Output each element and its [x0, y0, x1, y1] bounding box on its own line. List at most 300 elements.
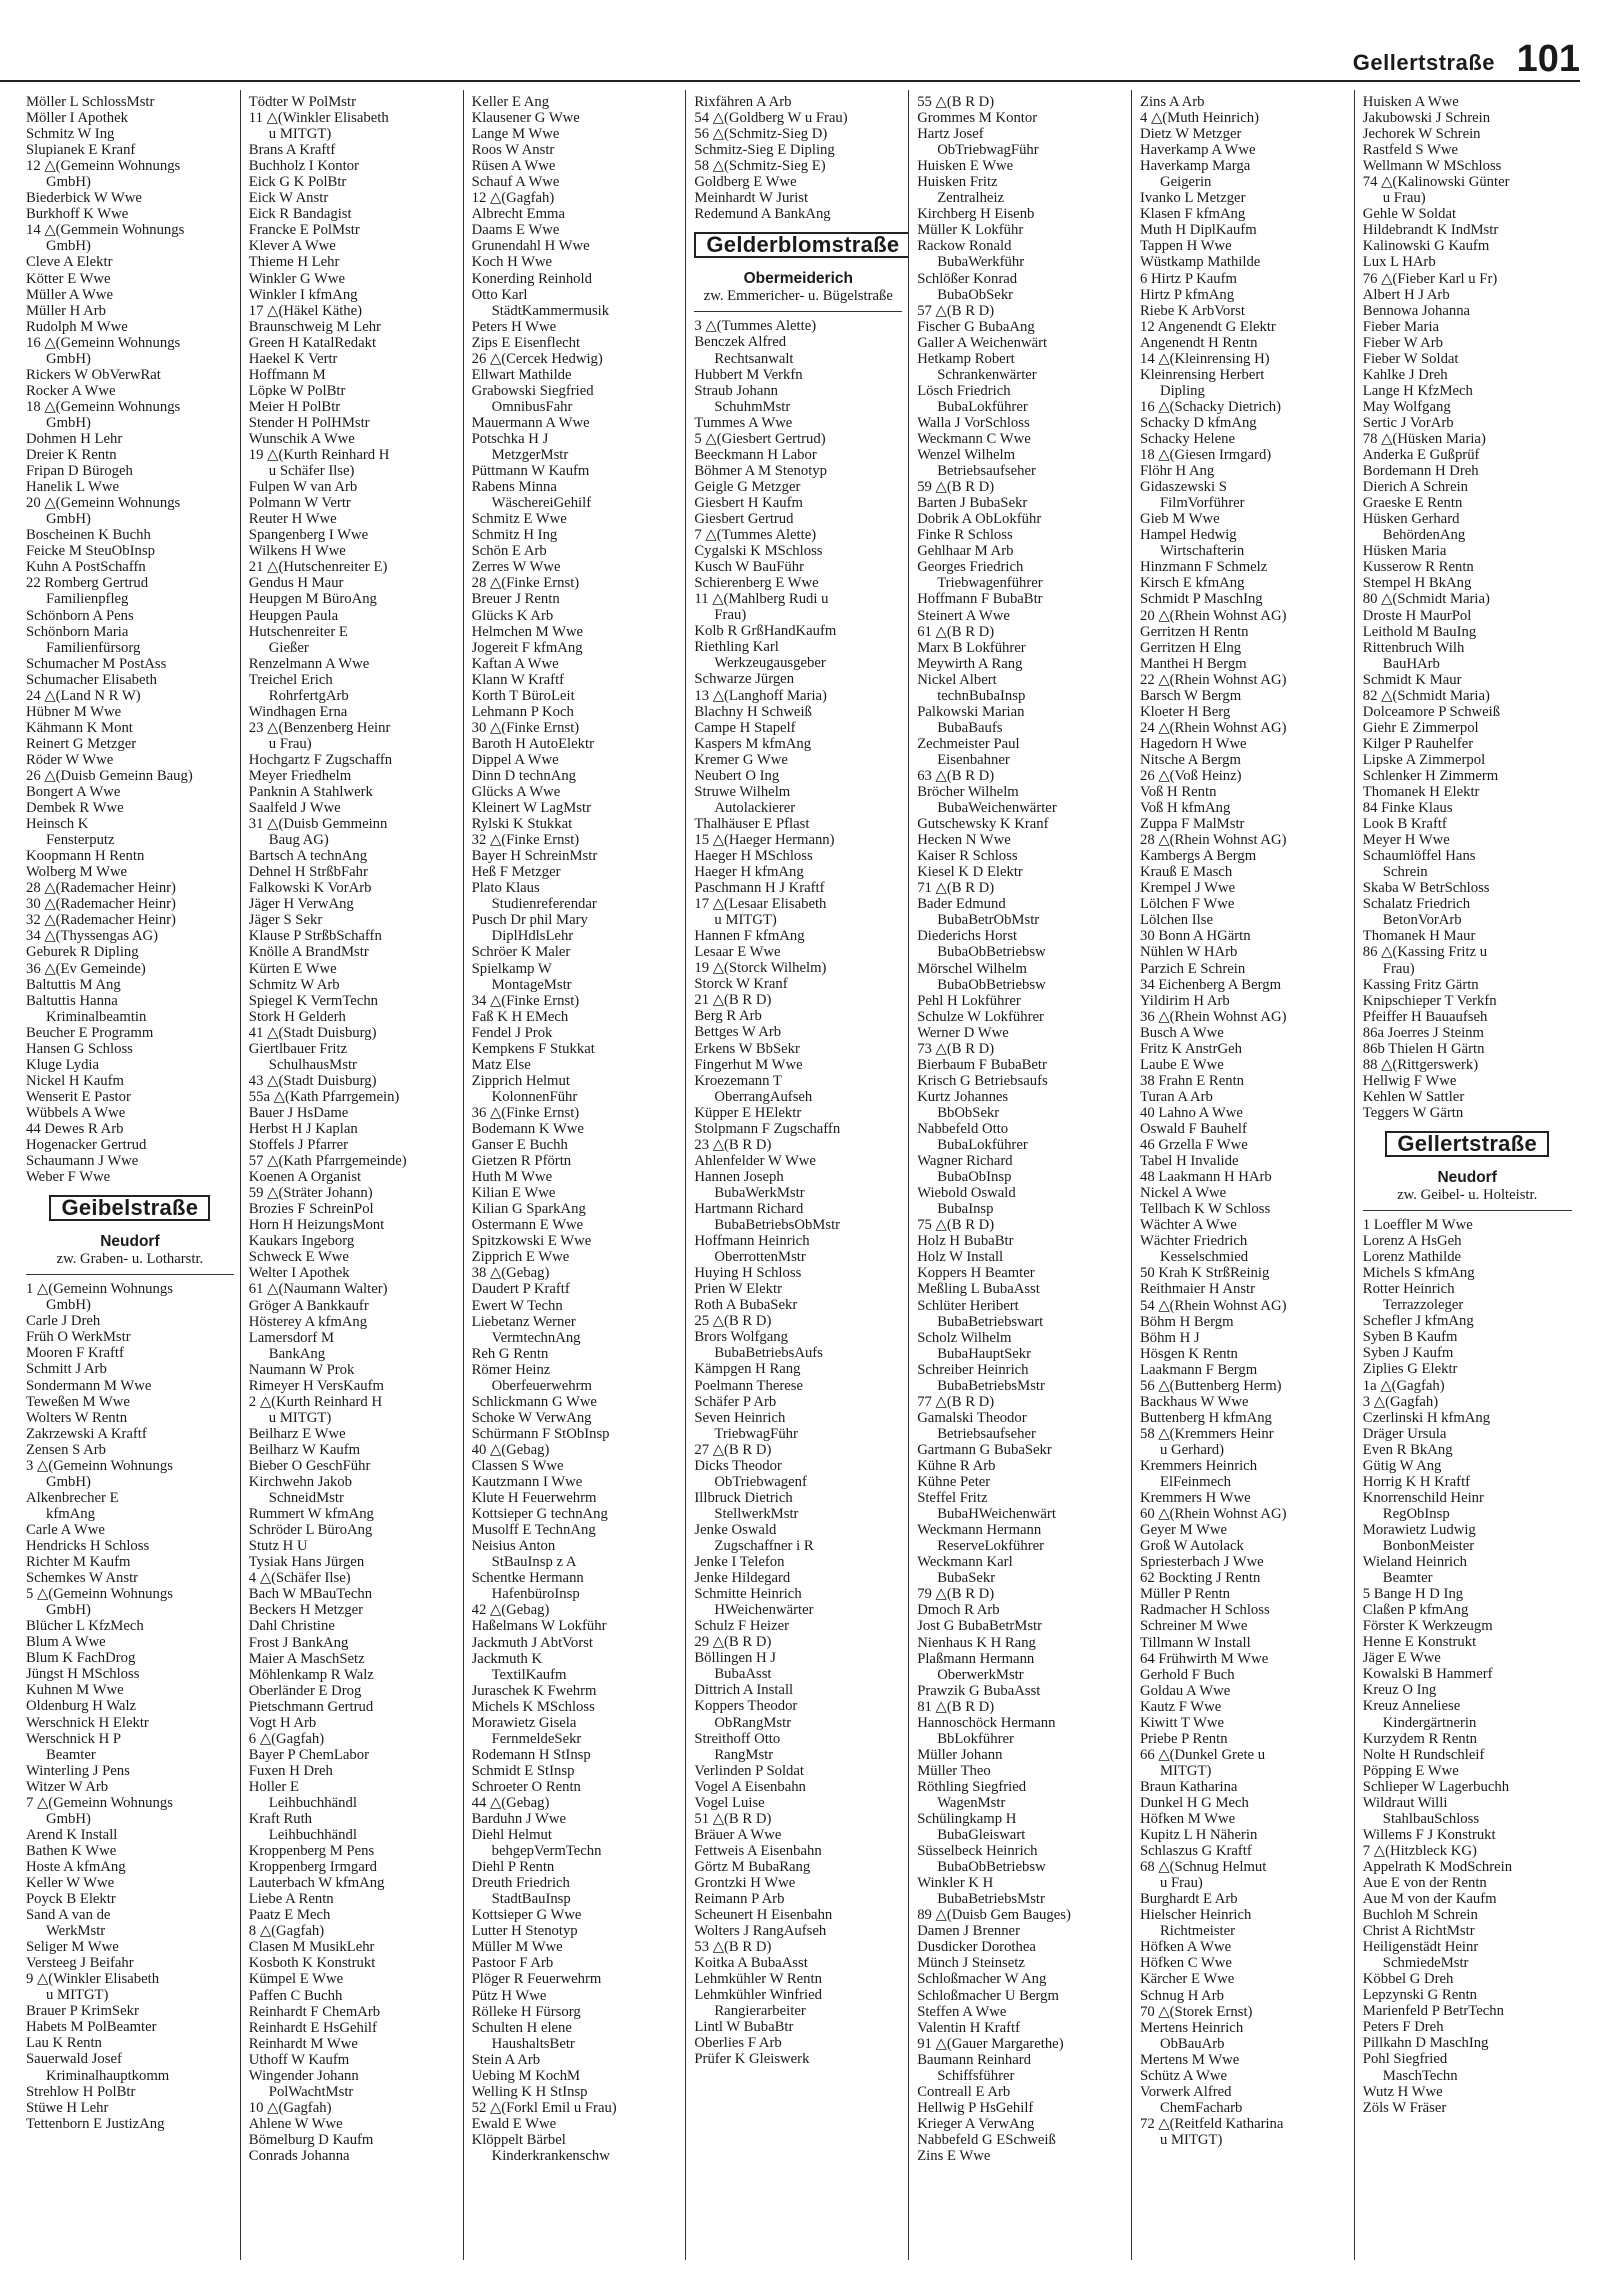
directory-entry: Kottsieper G Wwe — [471, 1907, 582, 1924]
directory-entry: Syben B Kaufm — [1362, 1329, 1458, 1346]
directory-entry: Panknin A Stahlwerk — [248, 784, 373, 801]
directory-entry: Claßen P kfmAng — [1362, 1602, 1469, 1619]
directory-entry: 12 △(Gemeinn Wohnungs — [26, 158, 181, 175]
directory-entry: Dohmen H Lehr — [26, 430, 123, 447]
directory-entry: Rölleke H Fürsorg — [471, 2003, 581, 2020]
directory-entry: Familienpfleg — [46, 591, 129, 608]
directory-entry: ChemFacharb — [1159, 2099, 1243, 2116]
directory-entry: Pastoor F Arb — [471, 1955, 554, 1972]
directory-entry: Köbbel G Dreh — [1362, 1971, 1454, 1988]
directory-entry: Fieber W Arb — [1362, 334, 1444, 351]
directory-entry: Michels K MSchloss — [471, 1698, 595, 1715]
directory-entry: Schumacher Elisabeth — [26, 671, 157, 688]
directory-entry: BubaLokführer — [937, 1137, 1028, 1154]
directory-entry: Gerritzen H Rentn — [1139, 623, 1249, 640]
directory-entry: 86b Thielen H Gärtn — [1362, 1040, 1485, 1057]
directory-entry: Gutschewsky K Kranf — [917, 816, 1049, 833]
directory-entry: Gidaszewski S — [1139, 479, 1227, 496]
directory-entry: StädtKammermusik — [491, 302, 610, 319]
directory-entry: Krisch G Betriebsaufs — [917, 1072, 1048, 1089]
directory-entry: Röder W Wwe — [26, 751, 114, 768]
directory-entry: Gerhold F Buch — [1139, 1666, 1235, 1683]
directory-entry: Schacky D kfmAng — [1139, 414, 1257, 431]
directory-entry: Fuxen H Dreh — [248, 1762, 333, 1779]
directory-column — [18, 90, 241, 2260]
directory-entry: Oberfeuerwehrm — [491, 1377, 592, 1394]
directory-entry: Kaftan A Wwe — [471, 655, 559, 672]
directory-entry: 34 △(Finke Ernst) — [471, 992, 580, 1009]
directory-entry: Priebe P Rentn — [1139, 1730, 1228, 1747]
directory-entry: Gamalski Theodor — [917, 1409, 1027, 1426]
directory-entry: BubaLokführer — [937, 398, 1028, 415]
directory-entry: Eick W Anstr — [248, 190, 329, 207]
directory-entry: Brozies F SchreinPol — [248, 1201, 374, 1218]
directory-entry: Oberländer E Drog — [248, 1682, 362, 1699]
directory-entry: BubaObBetriebsw — [937, 944, 1046, 961]
directory-entry: Schaumann J Wwe — [26, 1153, 139, 1170]
directory-entry: Haverkamp A Wwe — [1139, 142, 1256, 159]
directory-entry: Korth T BüroLeit — [471, 687, 575, 704]
directory-entry: Kurzydem R Rentn — [1362, 1730, 1477, 1747]
directory-entry: Koenen A Organist — [248, 1169, 362, 1186]
directory-entry: 79 △(B R D) — [917, 1586, 995, 1603]
directory-entry: Bodemann K Wwe — [471, 1121, 584, 1137]
directory-entry: Dmoch R Arb — [917, 1602, 1000, 1619]
directory-entry: Eick R Bandagist — [248, 206, 352, 223]
directory-entry: Feicke M SteuObInsp — [26, 543, 155, 560]
directory-entry: Schröer K Maler — [471, 944, 571, 961]
directory-entry: Wenzel Wilhelm — [917, 447, 1016, 464]
directory-entry: Kraft Ruth — [248, 1811, 313, 1828]
directory-entry: Lange M Wwe — [471, 126, 560, 143]
directory-entry: Wellmann W MSchloss — [1362, 158, 1502, 175]
directory-entry: Kremer G Wwe — [694, 751, 788, 768]
directory-entry: Geigle G Metzger — [694, 478, 801, 495]
directory-entry: Autolackierer — [714, 799, 796, 816]
directory-entry: Nickel A Wwe — [1139, 1185, 1227, 1202]
directory-entry: Kaiser R Schloss — [917, 848, 1018, 865]
directory-entry: 17 △(Lesaar Elisabeth — [694, 896, 827, 913]
directory-entry: Sertic J VorArb — [1362, 414, 1454, 431]
directory-entry: Wildraut Willi — [1362, 1794, 1448, 1811]
directory-entry: 42 △(Gebag) — [471, 1602, 550, 1619]
directory-entry: 30 △(Finke Ernst) — [471, 719, 580, 736]
directory-entry: Zipprich Helmut — [471, 1072, 570, 1089]
directory-entry: Kremmers Heinrich — [1139, 1457, 1258, 1474]
directory-entry: 77 △(B R D) — [917, 1393, 995, 1410]
directory-entry: Hetkamp Robert — [917, 350, 1015, 367]
directory-entry: Gendus H Maur — [248, 575, 344, 592]
directory-entry: Geyer M Wwe — [1139, 1522, 1227, 1539]
directory-entry: Carle A Wwe — [26, 1521, 105, 1538]
directory-entry: BubaSekr — [937, 1570, 996, 1587]
directory-entry: Kürten E Wwe — [248, 960, 337, 977]
directory-entry: Tummes A Wwe — [694, 414, 793, 431]
directory-entry: Lösch Friedrich — [917, 382, 1011, 399]
directory-entry: BubaBetriebsMstr — [937, 1377, 1045, 1394]
directory-entry: 84 Finke Klaus — [1362, 800, 1453, 817]
directory-entry: 1a △(Gagfah) — [1362, 1377, 1445, 1394]
directory-entry: Berg R Arb — [694, 1008, 762, 1025]
directory-entry: GmbH) — [46, 1473, 91, 1490]
directory-entry: Schreiber Heinrich — [917, 1361, 1029, 1378]
directory-entry: Pietschmann Gertrud — [248, 1698, 374, 1715]
directory-entry: Koopmann H Rentn — [26, 848, 145, 865]
directory-entry: Riethling Karl — [694, 639, 779, 656]
directory-entry: Droste H MaurPol — [1362, 607, 1472, 624]
directory-entry: Schreiner M Wwe — [1139, 1618, 1248, 1635]
directory-entry: Even R BkAng — [1362, 1441, 1453, 1458]
directory-entry: Frau) — [1382, 960, 1415, 977]
directory-entry: 74 △(Kalinowski Günter — [1362, 174, 1510, 191]
directory-entry: BubaObInsp — [937, 1169, 1012, 1186]
directory-entry: BubaBetriebsObMstr — [714, 1217, 841, 1234]
directory-entry: Hartmann Richard — [694, 1201, 804, 1217]
directory-entry: Faß K H EMech — [471, 1008, 569, 1025]
directory-entry: Tödter W PolMstr — [248, 94, 356, 110]
directory-entry: Müller M Wwe — [471, 1939, 563, 1956]
directory-entry: 38 Frahn E Rentn — [1139, 1072, 1245, 1089]
directory-entry: 11 △(Winkler Elisabeth — [248, 110, 389, 127]
directory-entry: Henne E Konstrukt — [1362, 1634, 1477, 1651]
directory-entry: Schemkes W Anstr — [26, 1570, 139, 1587]
street-heading — [26, 1195, 234, 1275]
directory-entry: 80 △(Schmidt Maria) — [1362, 591, 1490, 608]
directory-entry: Rittenbruch Wilh — [1362, 639, 1465, 656]
directory-entry: Höfken C Wwe — [1139, 1955, 1232, 1972]
directory-entry: ReserveLokführer — [937, 1538, 1045, 1555]
directory-entry: Kuhnen M Wwe — [26, 1682, 124, 1699]
directory-entry: Scheunert H Eisenbahn — [694, 1907, 833, 1924]
directory-entry: Marx B Lokführer — [917, 639, 1026, 656]
directory-entry: Plöger R Feuerwehrm — [471, 1971, 602, 1988]
directory-entry: Dembek R Wwe — [26, 800, 124, 817]
directory-entry: Hannoschöck Hermann — [917, 1714, 1056, 1731]
directory-entry: Goldberg E Wwe — [694, 174, 797, 191]
directory-entry: Wolters W Rentn — [26, 1409, 128, 1426]
directory-entry: Ivanko L Metzger — [1139, 190, 1246, 207]
directory-entry: Müller A Wwe — [26, 286, 114, 303]
directory-entry: 48 Laakmann H HArb — [1139, 1169, 1272, 1186]
directory-entry: Holler E — [248, 1778, 299, 1795]
directory-entry: 4 △(Muth Heinrich) — [1139, 110, 1259, 127]
directory-entry: Wutz H Wwe — [1362, 2083, 1443, 2100]
directory-entry: Meier H PolBtr — [248, 398, 341, 415]
directory-entry: Möller L SchlossMstr — [26, 94, 155, 110]
directory-entry: Poelmann Therese — [694, 1377, 804, 1394]
directory-entry: Reinhardt F ChemArb — [248, 2003, 381, 2020]
directory-entry: WagenMstr — [937, 1794, 1006, 1811]
directory-entry: 88 △(Rittgerswerk) — [1362, 1056, 1479, 1073]
directory-entry: Dreier K Rentn — [26, 447, 117, 464]
directory-entry: Gartmann G BubaSekr — [917, 1441, 1052, 1458]
directory-entry: Eick G K PolBtr — [248, 174, 347, 191]
directory-entry: Hoffmann Heinrich — [694, 1233, 810, 1250]
directory-entry: Mertens Heinrich — [1139, 2019, 1244, 2036]
directory-entry: Knipschieper T Verkfn — [1362, 992, 1497, 1009]
directory-entry: Studienreferendar — [491, 896, 597, 913]
directory-entry: GmbH) — [46, 1297, 91, 1314]
directory-entry: Kehlen W Sattler — [1362, 1088, 1465, 1105]
directory-entry: DiplHdlsLehr — [491, 928, 574, 945]
directory-entry: Kolb R GrßHandKaufm — [694, 623, 837, 640]
directory-entry: 57 △(B R D) — [917, 302, 995, 319]
directory-entry: 5 △(Giesbert Gertrud) — [694, 430, 826, 447]
directory-entry: Schnug H Arb — [1139, 1987, 1225, 2004]
directory-entry: Schlaszus G Kraftf — [1139, 1843, 1252, 1860]
directory-entry: kfmAng — [46, 1505, 95, 1522]
directory-entry: Otto Karl — [471, 286, 528, 303]
directory-entry: Beamter — [46, 1746, 96, 1763]
directory-entry: Biederbick W Wwe — [26, 190, 142, 207]
directory-entry: Gietzen R Pförtn — [471, 1153, 572, 1170]
directory-entry: 40 Lahno A Wwe — [1139, 1104, 1243, 1121]
directory-entry: Classen S Wwe — [471, 1457, 564, 1474]
directory-entry: BubaBetriebsAufs — [714, 1345, 823, 1362]
directory-entry: Hannen Joseph — [694, 1168, 784, 1185]
directory-entry: BubaBetriebswart — [937, 1313, 1044, 1330]
directory-entry: Schön E Arb — [471, 543, 547, 560]
directory-entry: Campe H Stapelf — [694, 719, 796, 736]
directory-entry: Laube E Wwe — [1139, 1056, 1224, 1073]
directory-entry: Groß W Autolack — [1139, 1538, 1244, 1555]
directory-entry: Rixfähren A Arb — [694, 94, 792, 110]
directory-entry: Aue E von der Rentn — [1362, 1874, 1487, 1891]
directory-entry: Strehlow H PolBtr — [26, 2083, 136, 2100]
directory-entry: Meßling L BubaAsst — [917, 1281, 1040, 1298]
directory-entry: Wirtschafterin — [1159, 543, 1245, 560]
directory-entry: Horn H HeizungsMont — [248, 1217, 385, 1234]
directory-entry: Ganser E Buchh — [471, 1137, 568, 1154]
directory-entry: Dobrik A ObLokführ — [917, 511, 1042, 528]
directory-entry: Ostermann E Wwe — [471, 1217, 584, 1234]
directory-entry: Dierich A Schrein — [1362, 479, 1469, 496]
directory-entry: ObTriebwagenf — [714, 1473, 807, 1490]
directory-entry: Dicks Theodor — [694, 1457, 782, 1474]
directory-entry: Winkler G Wwe — [248, 270, 346, 287]
directory-entry: Kriminalhauptkomm — [46, 2067, 170, 2084]
directory-entry: StBauInsp z A — [491, 1554, 577, 1571]
directory-entry: PolWachtMstr — [268, 2083, 354, 2100]
directory-entry: Vogt H Arb — [248, 1714, 317, 1731]
directory-entry: Münch J Steinsetz — [917, 1955, 1025, 1972]
directory-entry: Reinhardt M Wwe — [248, 2035, 358, 2052]
directory-entry: Buttenberg H kfmAng — [1139, 1409, 1272, 1426]
directory-entry: Clasen M MusikLehr — [248, 1939, 375, 1956]
directory-entry: Hösgen K Rentn — [1139, 1345, 1238, 1362]
directory-entry: Hellwig P HsGehilf — [917, 2099, 1034, 2116]
directory-entry: Jüngst H MSchloss — [26, 1666, 140, 1683]
directory-entry: Kautz F Wwe — [1139, 1698, 1222, 1715]
directory-entry: Konerding Reinhold — [471, 270, 592, 287]
directory-entry: RegObInsp — [1382, 1505, 1450, 1522]
directory-entry: Meyer Friedhelm — [248, 767, 352, 784]
directory-entry: Peters H Wwe — [471, 318, 557, 335]
directory-entry: HaushaltsBetr — [491, 2035, 575, 2052]
directory-entry: Fieber Maria — [1362, 318, 1440, 335]
directory-entry: 91 △(Gauer Margarethe) — [917, 2035, 1064, 2052]
directory-entry: Huying H Schloss — [694, 1265, 802, 1282]
directory-entry: Rodemann H StInsp — [471, 1746, 591, 1763]
directory-entry: Kinderkrankenschw — [491, 2148, 610, 2164]
directory-entry: Carle J Dreh — [26, 1313, 101, 1330]
directory-entry: Kärcher E Wwe — [1139, 1971, 1235, 1988]
directory-entry: SchulhausMstr — [268, 1056, 357, 1073]
directory-entry: Kirchwehn Jakob — [248, 1474, 352, 1491]
directory-entry: Wunschik A Wwe — [248, 430, 355, 447]
directory-entry: RangMstr — [714, 1746, 774, 1763]
directory-entry: OberrangAufseh — [714, 1088, 813, 1105]
directory-entry: Streithoff Otto — [694, 1730, 781, 1747]
directory-entry: HafenbüroInsp — [491, 1586, 580, 1603]
directory-entry: Versteeg J Beifahr — [26, 1955, 134, 1972]
directory-entry: Klasen F kfmAng — [1139, 206, 1246, 223]
directory-entry: Koppers H Beamter — [917, 1265, 1035, 1282]
directory-entry: Klause P StrßbSchaffn — [248, 928, 382, 945]
directory-entry: Falkowski K VorArb — [248, 880, 372, 897]
directory-entry: 73 △(B R D) — [917, 1040, 995, 1057]
directory-entry: Paffen C Buchh — [248, 1987, 343, 2004]
directory-entry: Lesaar E Wwe — [694, 944, 781, 961]
directory-entry: Dippel A Wwe — [471, 751, 559, 768]
directory-entry: Bräuer A Wwe — [694, 1826, 782, 1843]
directory-entry: Stork H Gelderh — [248, 1008, 346, 1025]
directory-entry: Kowalski B Hammerf — [1362, 1666, 1493, 1683]
directory-entry: Löpke W PolBtr — [248, 382, 346, 399]
directory-entry: Müller Johann — [917, 1746, 1003, 1763]
directory-entry: Kroppenberg Irmgard — [248, 1859, 377, 1876]
directory-entry: VermtechnAng — [491, 1329, 581, 1346]
directory-entry: Huisken E Wwe — [917, 158, 1014, 175]
directory-entry: Wiebold Oswald — [917, 1185, 1016, 1202]
directory-entry: 61 △(Naumann Walter) — [248, 1281, 388, 1298]
directory-entry: GmbH) — [46, 1810, 91, 1827]
directory-entry: Nickel H Kaufm — [26, 1072, 124, 1089]
directory-entry: Leihbuchhändl — [268, 1827, 357, 1844]
directory-entry: Kähmann K Mont — [26, 719, 133, 736]
directory-entry: Frau) — [714, 607, 747, 624]
directory-column — [1132, 90, 1355, 2260]
directory-entry: u Schäfer Ilse) — [268, 463, 355, 480]
directory-entry: Schiffsführer — [937, 2067, 1015, 2084]
directory-entry: 8 △(Gagfah) — [248, 1923, 325, 1940]
directory-entry: Schmidt E StInsp — [471, 1762, 575, 1779]
directory-entry: Damen J Brenner — [917, 1923, 1020, 1940]
directory-entry: Ziplies G Elektr — [1362, 1361, 1458, 1378]
directory-entry: Goldau A Wwe — [1139, 1682, 1231, 1699]
directory-entry: 54 △(Goldberg W u Frau) — [694, 110, 848, 127]
directory-entry: Hüsken Maria — [1362, 543, 1447, 560]
directory-entry: Green H KatalRedakt — [248, 334, 377, 351]
directory-entry: Hielscher Heinrich — [1139, 1907, 1252, 1924]
directory-entry: Plaßmann Hermann — [917, 1650, 1035, 1667]
directory-entry: 14 △(Kleinrensing H) — [1139, 350, 1270, 367]
directory-entry: 16 △(Gemeinn Wohnungs — [26, 334, 181, 351]
district-name: Neudorf — [100, 1233, 160, 1251]
directory-entry: Saalfeld J Wwe — [248, 800, 341, 817]
directory-entry: Jechorek W Schrein — [1362, 126, 1481, 143]
directory-entry: Jogereit F kfmAng — [471, 639, 583, 656]
directory-entry: Naumann W Prok — [248, 1361, 355, 1378]
directory-entry: 19 △(Kurth Reinhard H — [248, 447, 390, 464]
directory-entry: Klute H Feuerwehrm — [471, 1490, 597, 1507]
directory-entry: Horrig K H Kraftf — [1362, 1473, 1471, 1490]
directory-entry: Püttmann W Kaufm — [471, 463, 590, 480]
directory-entry: Möhlenkamp R Walz — [248, 1666, 374, 1683]
directory-entry: BehördenAng — [1382, 527, 1466, 544]
directory-entry: Zipprich E Wwe — [471, 1249, 570, 1266]
directory-entry: 5 △(Gemeinn Wohnungs — [26, 1586, 173, 1603]
directory-entry: BubaHWeichenwärt — [937, 1506, 1056, 1523]
directory-entry: 53 △(B R D) — [694, 1939, 772, 1956]
directory-entry: Thomanek H Maur — [1362, 928, 1476, 945]
directory-entry: GmbH) — [46, 1602, 91, 1619]
directory-entry: 59 △(Sträter Johann) — [248, 1185, 373, 1202]
directory-entry: Neubert O Ing — [694, 767, 780, 784]
directory-entry: 26 △(Cercek Hedwig) — [471, 350, 603, 367]
directory-entry: 38 △(Gebag) — [471, 1265, 550, 1282]
directory-entry: Beeckmann H Labor — [694, 446, 817, 463]
directory-entry: 24 △(Land N R W) — [26, 687, 141, 704]
directory-entry: BubaWerkführ — [937, 254, 1025, 271]
directory-entry: Barsch W Bergm — [1139, 687, 1242, 704]
directory-entry: 81 △(B R D) — [917, 1698, 995, 1715]
directory-entry: BubaHauptSekr — [937, 1345, 1032, 1362]
directory-entry: Reithmaier H Anstr — [1139, 1281, 1256, 1298]
directory-entry: 18 △(Gemeinn Wohnungs — [26, 398, 181, 415]
directory-entry: Hagedorn H Wwe — [1139, 735, 1247, 752]
directory-entry: Gröger A Bankkaufr — [248, 1297, 369, 1314]
directory-entry: Wilkens H Wwe — [248, 543, 346, 560]
directory-entry: Bathen K Wwe — [26, 1842, 117, 1859]
directory-entry: Potschka H J — [471, 430, 549, 447]
directory-entry: Mertens M Wwe — [1139, 2051, 1240, 2068]
directory-entry: Nienhaus K H Rang — [917, 1634, 1036, 1651]
directory-entry: Kluge Lydia — [26, 1056, 100, 1073]
directory-entry: 66 △(Dunkel Grete u — [1139, 1746, 1266, 1763]
directory-entry: Hoffmann M — [248, 366, 326, 383]
directory-entry: 7 △(Hitzbleck KG) — [1362, 1842, 1477, 1859]
directory-entry: Kreuz Anneliese — [1362, 1698, 1461, 1715]
directory-entry: Heß F Metzger — [471, 864, 561, 881]
directory-entry: Kesselschmied — [1159, 1249, 1249, 1266]
directory-entry: Kottsieper G technAng — [471, 1506, 608, 1523]
directory-entry: Dittrich A Install — [694, 1682, 794, 1699]
directory-entry: Rotter Heinrich — [1362, 1281, 1455, 1298]
directory-entry: Kaspers M kfmAng — [694, 735, 812, 752]
directory-entry: Lehmann P Koch — [471, 703, 574, 720]
directory-entry: Uebing M KochM — [471, 2067, 581, 2084]
directory-entry: 13 △(Langhoff Maria) — [694, 687, 827, 704]
directory-entry: Wagner Richard — [917, 1153, 1013, 1170]
directory-entry: u MITGT) — [1159, 2131, 1223, 2148]
directory-entry: 30 Bonn A HGärtn — [1139, 928, 1251, 945]
directory-entry: 20 △(Rhein Wohnst AG) — [1139, 607, 1287, 624]
directory-entry: Weckmann Hermann — [917, 1522, 1042, 1539]
directory-entry: 26 △(Duisb Gemeinn Baug) — [26, 767, 193, 784]
directory-entry: Schauf A Wwe — [471, 174, 560, 191]
directory-entry: 3 △(Gemeinn Wohnungs — [26, 1457, 173, 1474]
directory-entry: Habets M PolBeamter — [26, 2019, 157, 2036]
directory-entry: Jost G BubaBetrMstr — [917, 1618, 1043, 1635]
directory-entry: Meinhardt W Jurist — [694, 190, 809, 207]
directory-entry: Haeger H MSchloss — [694, 847, 813, 864]
directory-entry: Höfken A Wwe — [1139, 1939, 1232, 1956]
directory-entry: Wächter A Wwe — [1139, 1217, 1237, 1234]
directory-entry: BankAng — [268, 1345, 326, 1362]
directory-entry: Schröder L BüroAng — [248, 1522, 373, 1539]
directory-entry: Daudert P Kraftf — [471, 1281, 570, 1298]
